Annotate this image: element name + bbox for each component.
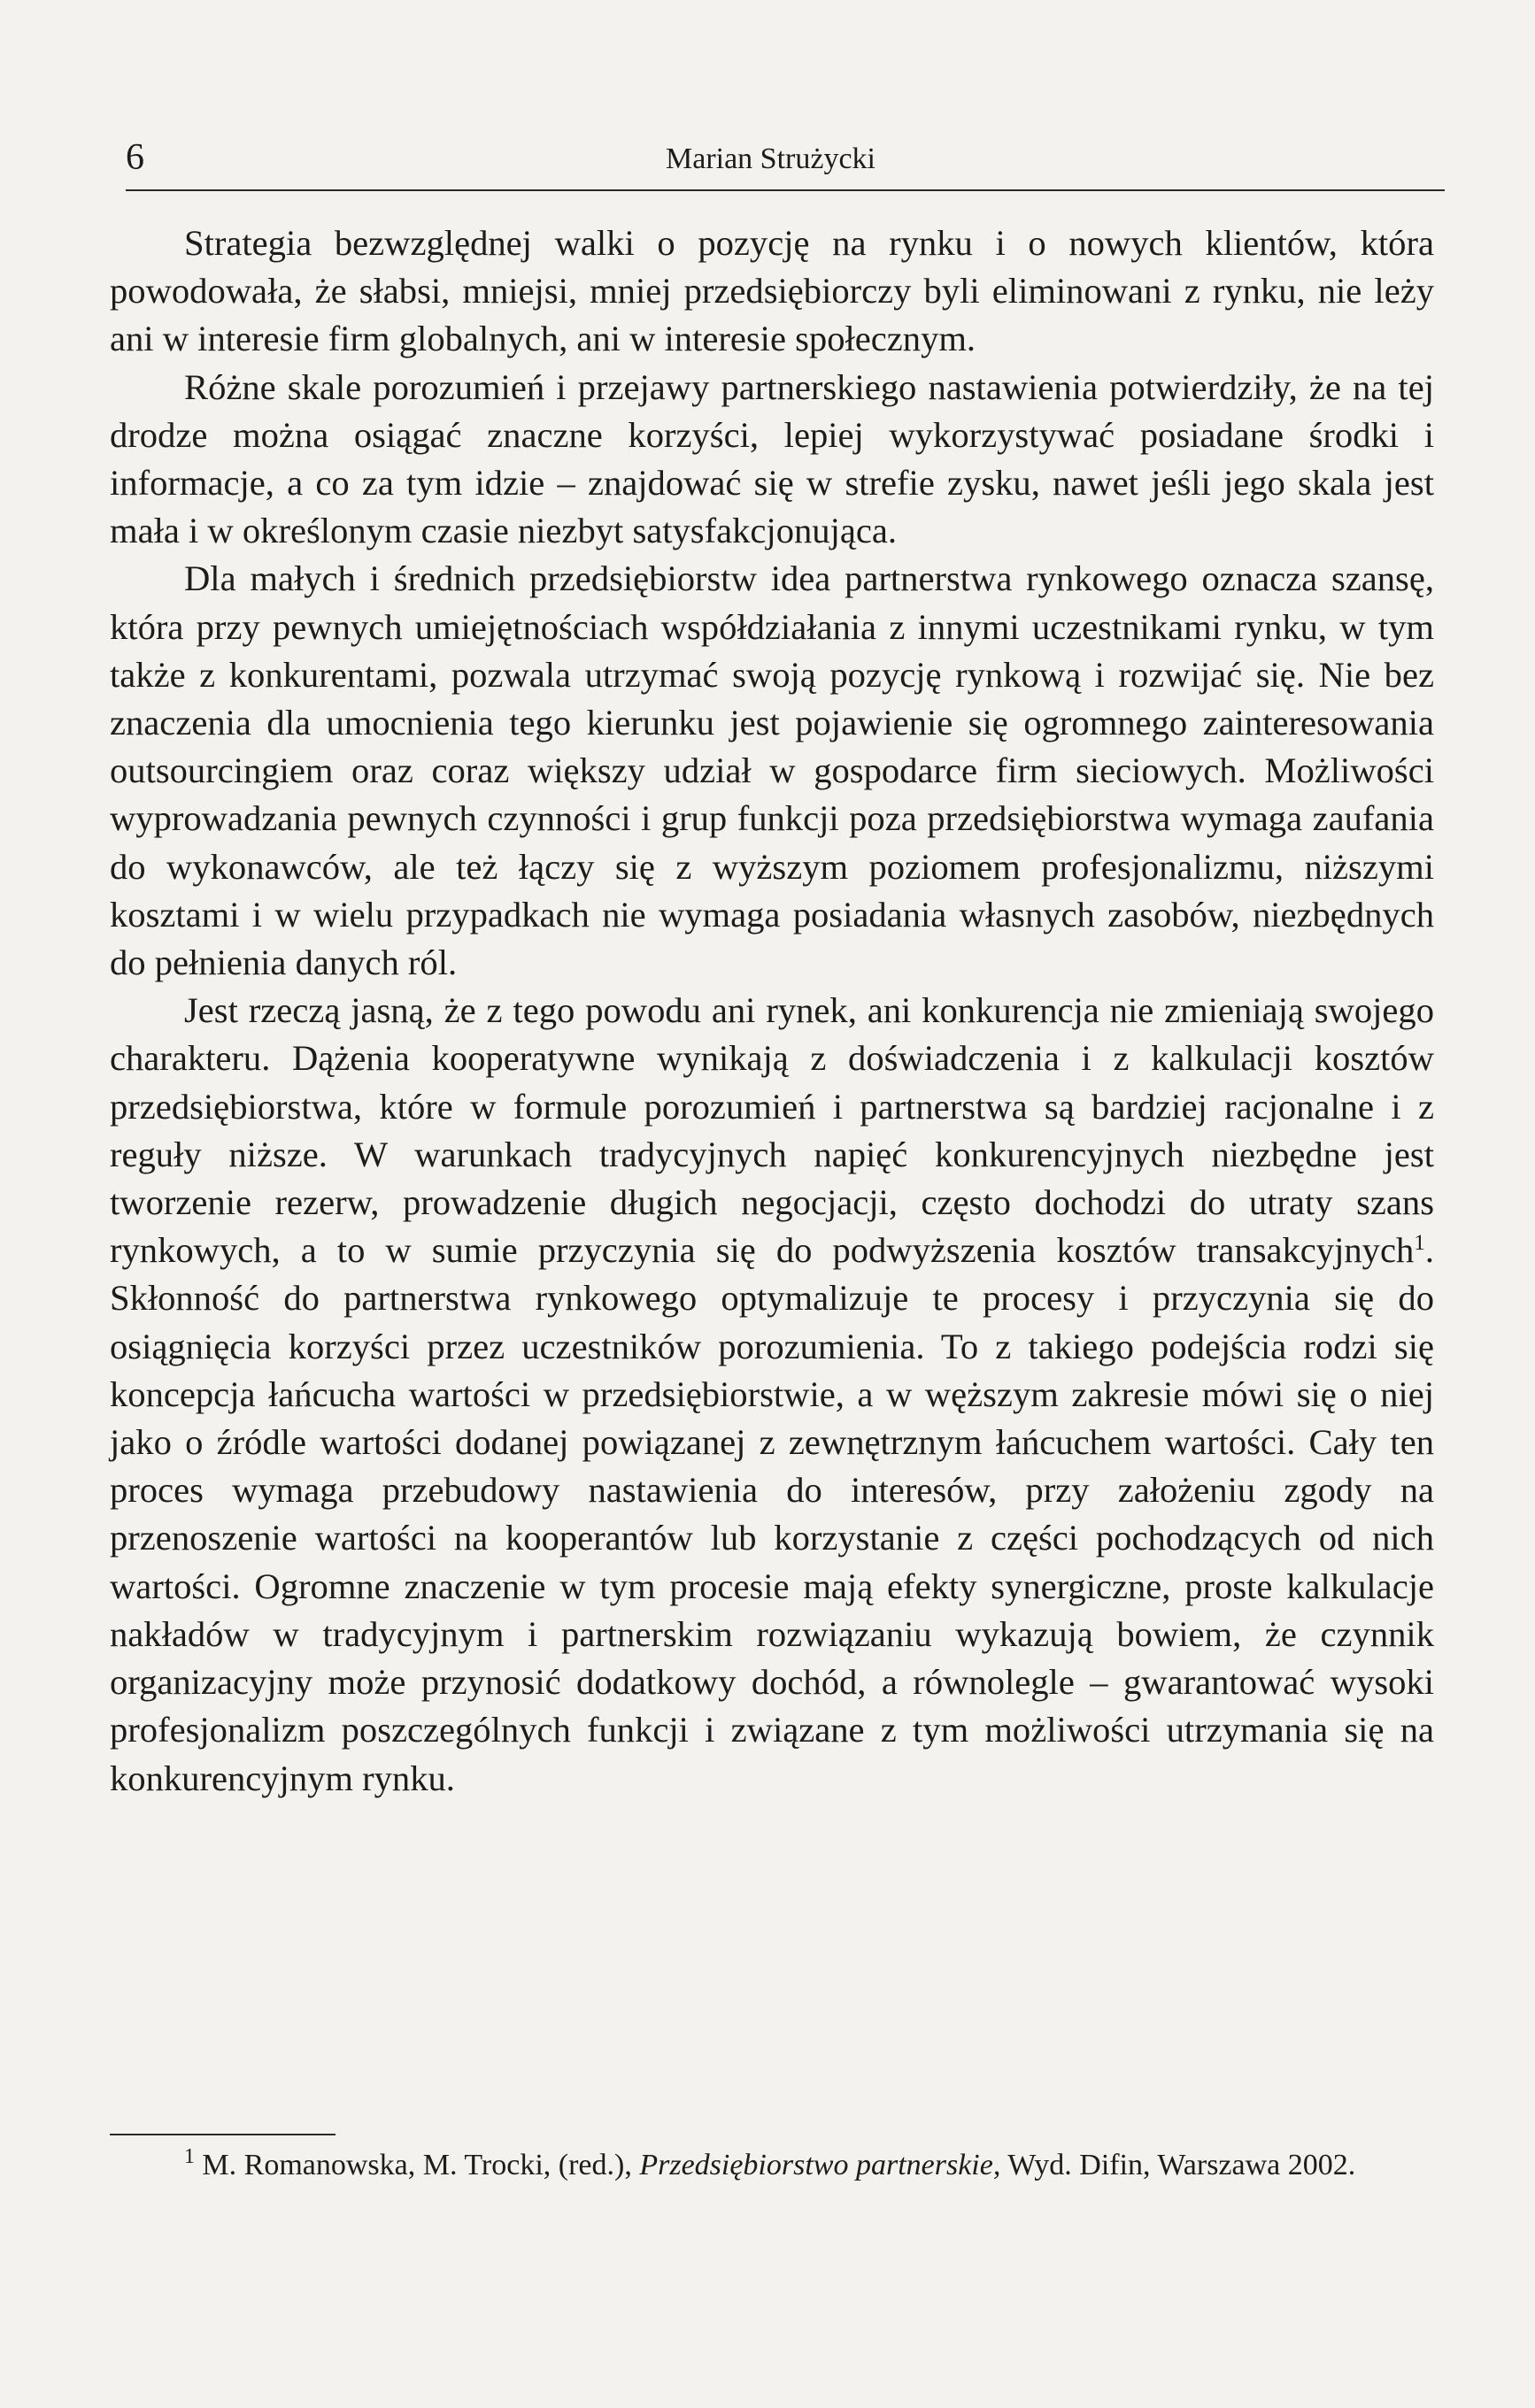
footnote-text <box>110 2143 1423 2188</box>
footnote-reference[interactable]: 1 <box>1414 1231 1425 1256</box>
page-number: 6 <box>126 137 144 178</box>
footnote-marker: 1 <box>184 2144 195 2168</box>
paragraph <box>110 987 1434 1802</box>
paragraph: Różne skale porozumień i przejawy partnerskiego nastawienia potwierdziły, że na tej drodze można osiągać znaczne korzyści, lepiej wykorzystywać posiadane środki i informacje, a co za tym idzie – znajdować się w strefie zysku, nawet jeśli jego skala jest mała i w określonym czasie niezbyt satysfakcjonująca. <box>110 366 1434 551</box>
footnote-title: Przedsiębiorstwo partnerskie, <box>639 2149 1001 2181</box>
body-text <box>110 219 1434 1803</box>
paragraph-text: Jest rzeczą jasną, że z tego powodu ani rynek, ani konkurencja nie zmieniają swojego charakteru. Dążenia kooperatywne wynikają z doświadczenia i z kalkulacji kosztów przedsiębiorstwa, które w formule porozumień i partnerstwa są bardziej racjonalne i z reguły niższe. W warunkach tradycyjnych napięć konkurencyjnych niezbędne jest tworzenie rezerw, prowadzenie długich negocjacji, często dochodzi do utraty szans rynkowych, a to w sumie przyczynia się do podwyższenia kosztów transakcyjnych <box>110 990 1434 1271</box>
footnote-authors: M. Romanowska, M. Trocki, (red.), <box>202 2149 632 2181</box>
paragraph-text: . Skłonność do partnerstwa rynkowego optymalizuje te procesy i przyczynia się do osiągnięcia korzyści przez uczestników porozumienia. To z takiego podejścia rodzi się koncepcja łańcucha wartości w przedsiębiorstwie, a w węższym zakresie mówi się o niej jako o źródle wartości dodanej powiązanej z zewnętrznym łańcuchem wartości. Cały ten proces wymaga przebudowy nastawienia do interesów, przy założeniu zgody na przenoszenie wartości na kooperantów lub korzystanie z części pochodzących od nich wartości. Ogromne znaczenie w tym procesie mają efekty synergiczne, proste kalkulacje nakładów w tradycyjnym i partnerskim rozwiązaniu wykazują bowiem, że czynnik organizacyjny może przynosić dodatkowy dochód, a równolegle – gwarantować wysoki profesjonalizm poszczególnych funkcji i związane z tym możliwości utrzymania się na konkurencyjnym rynku. <box>110 1230 1434 1798</box>
footnote-rule <box>110 2134 336 2135</box>
paragraph: Dla małych i średnich przedsiębiorstw idea partnerstwa rynkowego oznacza szansę, która przy pewnych umiejętnościach współdziałania z innymi uczestnikami rynku, w tym także z konkurentami, pozwala utrzymać swoją pozycję rynkową i rozwijać się. Nie bez znaczenia dla umocnienia tego kierunku jest pojawienie się ogromnego zainteresowania outsourcingiem oraz coraz większy udział w gospodarce firm sieciowych. Możliwości wyprowadzania pewnych czynności i grup funkcji poza przedsiębiorstwa wymaga zaufania do wykonawców, ale też łączy się z wyższym poziomem profesjonalizmu, niższymi kosztami i w wielu przypadkach nie wymaga posiadania własnych zasobów, niezbędnych do pełnienia danych ról. <box>110 558 1434 983</box>
footnote <box>110 2143 1423 2188</box>
running-header-author: Marian Strużycki <box>666 142 875 175</box>
header-rule <box>126 189 1445 191</box>
paragraph: Strategia bezwzględnej walki o pozycję na rynku i o nowych klientów, która powodowała, że słabsi, mniejsi, mniej przedsiębiorczy byli eliminowani z rynku, nie leży ani w interesie firm globalnych, ani w interesie społecznym. <box>110 223 1434 359</box>
footnote-publisher: Wyd. Difin, Warszawa 2002. <box>1007 2149 1356 2181</box>
running-header <box>126 131 1445 188</box>
